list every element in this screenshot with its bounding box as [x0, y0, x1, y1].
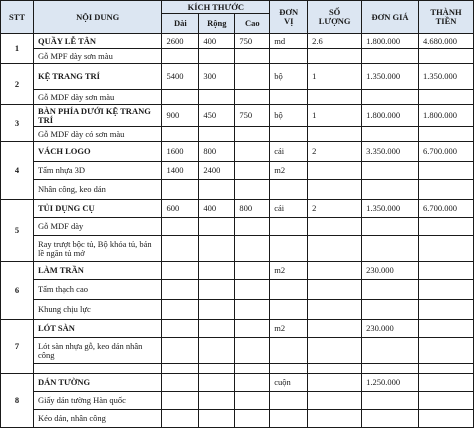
dim-rong: 800 [199, 142, 235, 162]
dim-dai: 5400 [162, 64, 199, 90]
item-detail: Gỗ MDF dày sơn màu [33, 90, 161, 105]
unit: m2 [270, 320, 308, 338]
dim-dai: 2600 [162, 34, 199, 49]
item-number: 2 [1, 64, 34, 105]
dim-rong: 400 [199, 200, 235, 218]
item-number: 6 [1, 262, 34, 320]
unit: bộ [270, 105, 308, 127]
col-kich-thuoc-header: KÍCH THƯỚC [162, 1, 270, 14]
table-row [1, 364, 474, 374]
item-detail: Ray trượt bộc tủ, Bộ khóa tủ, bản lề ngăn tủ mở [33, 236, 161, 262]
unit: cái [270, 142, 308, 162]
unit-price: 1.800.000 [362, 105, 419, 127]
table-row [1, 374, 474, 392]
table-row [1, 218, 474, 236]
table-row [1, 338, 474, 364]
dim-rong: 2400 [199, 162, 235, 180]
col-stt-header: STT [1, 1, 34, 34]
item-number: 5 [1, 200, 34, 262]
item-detail: Tấm thạch cao [33, 280, 161, 300]
line-total: 6.700.000 [419, 200, 474, 218]
unit: md [270, 34, 308, 49]
item-title: DÁN TƯỜNG [33, 374, 161, 392]
unit-price: 1.350.000 [362, 200, 419, 218]
unit-price: 1.250.000 [362, 374, 419, 392]
item-title: LÀM TRẦN [33, 262, 161, 280]
dim-cao: 750 [235, 105, 270, 127]
item-detail: Kéo dán, nhân công [33, 410, 161, 428]
item-number: 3 [1, 105, 34, 142]
item-detail: Khung chịu lực [33, 300, 161, 320]
col-dai-header: Dài [162, 14, 199, 34]
quantity: 2 [308, 200, 362, 218]
line-total: 1.350.000 [419, 64, 474, 90]
table-row [1, 320, 474, 338]
unit-price: 230.000 [362, 320, 419, 338]
col-don-vi-header: ĐƠN VỊ [270, 1, 308, 34]
quantity: 1 [308, 105, 362, 127]
table-row [1, 392, 474, 410]
unit-price: 1.800.000 [362, 34, 419, 49]
item-detail: Tấm nhựa 3D [33, 162, 161, 180]
unit: m2 [270, 262, 308, 280]
col-noi-dung-header: NỘI DUNG [33, 1, 161, 34]
quantity: 2.6 [308, 34, 362, 49]
item-number: 1 [1, 34, 34, 64]
quantity: 1 [308, 64, 362, 90]
dim-dai: 1400 [162, 162, 199, 180]
unit: cuộn [270, 374, 308, 392]
table-row [1, 49, 474, 64]
table-row [1, 300, 474, 320]
item-number: 8 [1, 374, 34, 428]
item-title: LÓT SÀN [33, 320, 161, 338]
col-so-luong-header: SỐ LƯỢNG [308, 1, 362, 34]
col-thanh-tien-header: THÀNH TIỀN [419, 1, 474, 34]
unit-price: 3.350.000 [362, 142, 419, 162]
table-row [1, 142, 474, 162]
table-row [1, 410, 474, 428]
line-total: 4.680.000 [419, 34, 474, 49]
item-detail: Gỗ MPF dày sơn màu [33, 49, 161, 64]
item-title: BÀN PHÍA DƯỚI KỆ TRANG TRÍ [33, 105, 161, 127]
table-row [1, 236, 474, 262]
dim-rong: 450 [199, 105, 235, 127]
item-detail: Gỗ MDF dày [33, 218, 161, 236]
dim-cao [235, 64, 270, 90]
table-row [1, 200, 474, 218]
line-total: 6.700.000 [419, 142, 474, 162]
table-row [1, 280, 474, 300]
dim-rong: 400 [199, 34, 235, 49]
dim-dai: 900 [162, 105, 199, 127]
table-row [1, 180, 474, 200]
unit: m2 [270, 162, 308, 180]
table-row [1, 105, 474, 127]
item-number: 7 [1, 320, 34, 374]
dim-dai: 1600 [162, 142, 199, 162]
item-detail: Giấy dán tường Hàn quốc [33, 392, 161, 410]
item-title: QUẦY LỄ TÂN [33, 34, 161, 49]
col-don-gia-header: ĐƠN GIÁ [362, 1, 419, 34]
header-row-1 [1, 1, 474, 14]
item-detail: Lót sàn nhựa gỗ, keo dán nhân công [33, 338, 161, 364]
item-number: 4 [1, 142, 34, 200]
table-row [1, 162, 474, 180]
col-rong-header: Rộng [199, 14, 235, 34]
item-title: TỦI DỤNG CỤ [33, 200, 161, 218]
unit-price: 230.000 [362, 262, 419, 280]
unit-price: 1.350.000 [362, 64, 419, 90]
table-row [1, 90, 474, 105]
table-row [1, 262, 474, 280]
item-title: VÁCH LOGO [33, 142, 161, 162]
dim-cao: 750 [235, 34, 270, 49]
table-row [1, 64, 474, 90]
item-title: KỆ TRANG TRÍ [33, 64, 161, 90]
dim-cao: 800 [235, 200, 270, 218]
quantity: 2 [308, 142, 362, 162]
table-row [1, 127, 474, 142]
unit: cái [270, 200, 308, 218]
line-total: 1.800.000 [419, 105, 474, 127]
dim-rong: 300 [199, 64, 235, 90]
dim-dai: 600 [162, 200, 199, 218]
item-detail: Nhân công, keo dán [33, 180, 161, 200]
item-detail: Gỗ MDF dày có sơn màu [33, 127, 161, 142]
dim-cao [235, 142, 270, 162]
col-cao-header: Cao [235, 14, 270, 34]
unit: bộ [270, 64, 308, 90]
table-row [1, 34, 474, 49]
